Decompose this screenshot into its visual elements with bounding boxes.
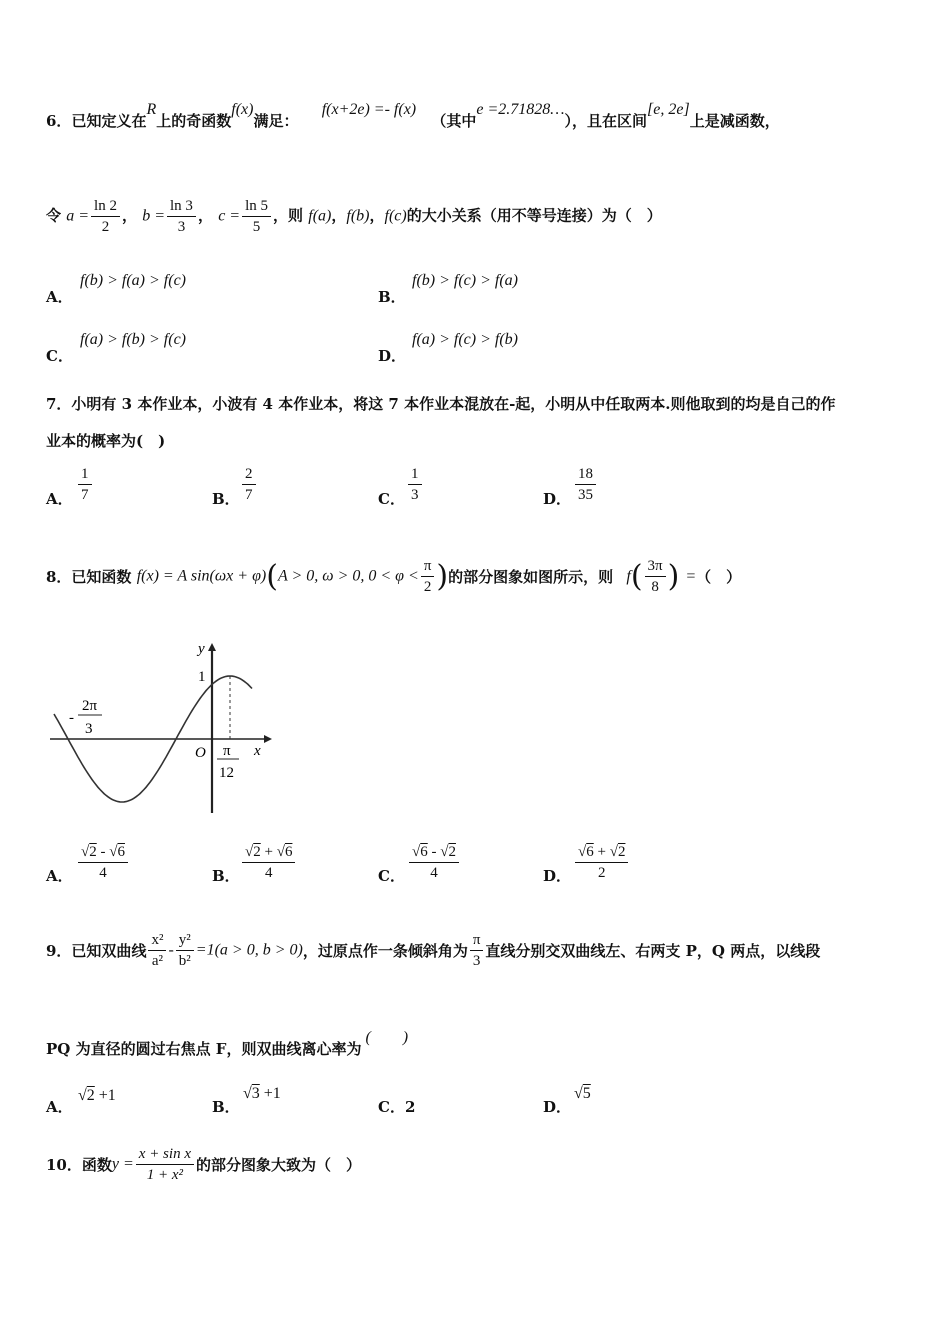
q6-set-R: R (146, 101, 157, 118)
q9-line1: 9．已知双曲线 $\frac{\text{x²}}{\text{a²}}$ - $\frac{\text{y²}}{\text{b²}}$ =1(a > 0, b > 0)，过原点作一条倾斜角为 $\frac{\pi}{3}$ 直线分别交双曲线左、右两支 P，Q 两点，以线段 (46, 932, 821, 969)
q8-option-c[interactable]: C． (378, 867, 405, 885)
q6-a-fraction: $\frac{\ln 2}{2}$ (91, 196, 120, 237)
q6-number: 6． (46, 112, 72, 130)
q9-option-b-value: √3 +1 (243, 1085, 281, 1102)
q9-line2: PQ 为直径的圆过右焦点 F，则双曲线离心率为( ) (46, 1029, 409, 1058)
q9-option-b[interactable]: B． (212, 1098, 240, 1116)
q8-option-a[interactable]: A． (46, 867, 73, 885)
q6-line1: 6．已知定义在R上的奇函数f(x)满足： f(x+2e) =- f(x) （其中e =2.71828…），且在区间[e, 2e]上是减函数， (46, 101, 780, 130)
q8-origin-label: O (195, 745, 206, 761)
q7-option-b[interactable]: B． (212, 490, 240, 508)
q9-option-d-value: √5 (574, 1085, 591, 1102)
q7-option-c[interactable]: C． (378, 490, 405, 508)
q8-option-d[interactable]: D． (543, 867, 572, 885)
q7-option-a[interactable]: A． (46, 490, 73, 508)
q8-option-b-value: $\frac{√2 + √6}{4}$ (242, 842, 295, 883)
q8-option-c-value: $\frac{√6 - √2}{4}$ (409, 842, 459, 883)
q6-option-a-value: f(b) > f(a) > f(c) (80, 272, 186, 289)
q8-pos-tick-den: 12 (219, 765, 234, 781)
q8-condition: A > 0, ω > 0, 0 < φ < (277, 567, 419, 585)
q9-option-c[interactable]: C．2 (378, 1098, 416, 1116)
q8-neg-tick-sign: - (69, 710, 74, 726)
q7-option-d[interactable]: D． (543, 490, 572, 508)
q6-option-b[interactable]: B． (378, 288, 406, 306)
q9-x-term: $\frac{\text{x²}}{\text{a²}}$ (148, 930, 166, 971)
q7-option-a-value: $\frac{1}{7}$ (78, 464, 92, 505)
q6-functional-equation: f(x+2e) =- f(x) (321, 101, 417, 118)
q8-option-d-value: $\frac{√6 + √2}{2}$ (575, 842, 628, 883)
q6-interval: [e, 2e] (647, 101, 690, 118)
q9-angle: $\frac{\pi}{3}$ (470, 930, 484, 971)
q8-x-label: x (254, 743, 261, 759)
q8-option-b[interactable]: B． (212, 867, 240, 885)
q8-x-arrow (264, 735, 272, 743)
q10-function-fraction: $\frac{\text{x + sin x}}{\text{1 + x²}}$ (136, 1144, 194, 1185)
q7-line2: 业本的概率为( ) (46, 432, 166, 450)
q6-line2: 令 a = $\frac{\ln 2}{2}$ ， b = $\frac{\ln 3}{3}$ ， c = $\frac{\ln 5}{5}$ ，则 f(a)，f(b)，f(c)的大小关系（用不等号连接）为（ ） (46, 198, 662, 235)
q9-option-a-value: √2 +1 (78, 1087, 116, 1104)
q8-y-arrow (208, 643, 216, 651)
q8-max-label: 1 (198, 669, 206, 685)
q9-option-a[interactable]: A． (46, 1098, 73, 1116)
q7-option-b-value: $\frac{2}{7}$ (242, 464, 256, 505)
q8-neg-tick-den: 3 (85, 721, 93, 737)
q7-option-c-value: $\frac{1}{3}$ (408, 464, 422, 505)
q6-c-fraction: $\frac{\ln 5}{5}$ (242, 196, 271, 237)
q6-option-c-value: f(a) > f(b) > f(c) (80, 331, 186, 348)
q6-option-d[interactable]: D． (378, 347, 407, 365)
q6-option-b-value: f(b) > f(c) > f(a) (412, 272, 518, 289)
q6-option-a[interactable]: A． (46, 288, 73, 306)
q7-option-d-value: $\frac{18}{35}$ (575, 464, 596, 505)
q10-line: 10．函数y = $\frac{\text{x + sin x}}{\text{1 + x²}}$ 的部分图象大致为（ ） (46, 1146, 361, 1183)
q8-neg-tick-num: 2π (82, 698, 98, 714)
q9-option-d[interactable]: D． (543, 1098, 572, 1116)
q8-option-a-value: $\frac{√2 - √6}{4}$ (78, 842, 128, 883)
q8-y-label: y (198, 641, 205, 657)
q6-b-fraction: $\frac{\ln 3}{3}$ (167, 196, 196, 237)
q8-argument: $\frac{3\pi}{8}$ (645, 556, 666, 597)
q8-pos-tick-num: π (223, 743, 231, 759)
q9-y-term: $\frac{\text{y²}}{\text{b²}}$ (176, 930, 194, 971)
q7-line1: 7．小明有 3 本作业本，小波有 4 本作业本，将这 7 本作业本混放在-起，小明从中任取两本.则他取到的均是自己的作 (46, 395, 836, 413)
q9-rhs: =1(a > 0, b > 0) (195, 941, 303, 959)
q8-graph (40, 635, 280, 825)
q6-option-d-value: f(a) > f(c) > f(b) (412, 331, 518, 348)
q6-option-c[interactable]: C． (46, 347, 73, 365)
q8-line: 8．已知函数 f(x) = A sin(ωx + φ)(A > 0, ω > 0, 0 < φ < $\frac{\pi}{2}$ )的部分图象如图所示，则 f( $\frac{3\pi}{8}$ ) =（ ） (46, 558, 742, 595)
q6-e-value: e =2.71828… (476, 101, 565, 118)
q8-function: f(x) = A sin(ωx + φ) (136, 567, 267, 585)
